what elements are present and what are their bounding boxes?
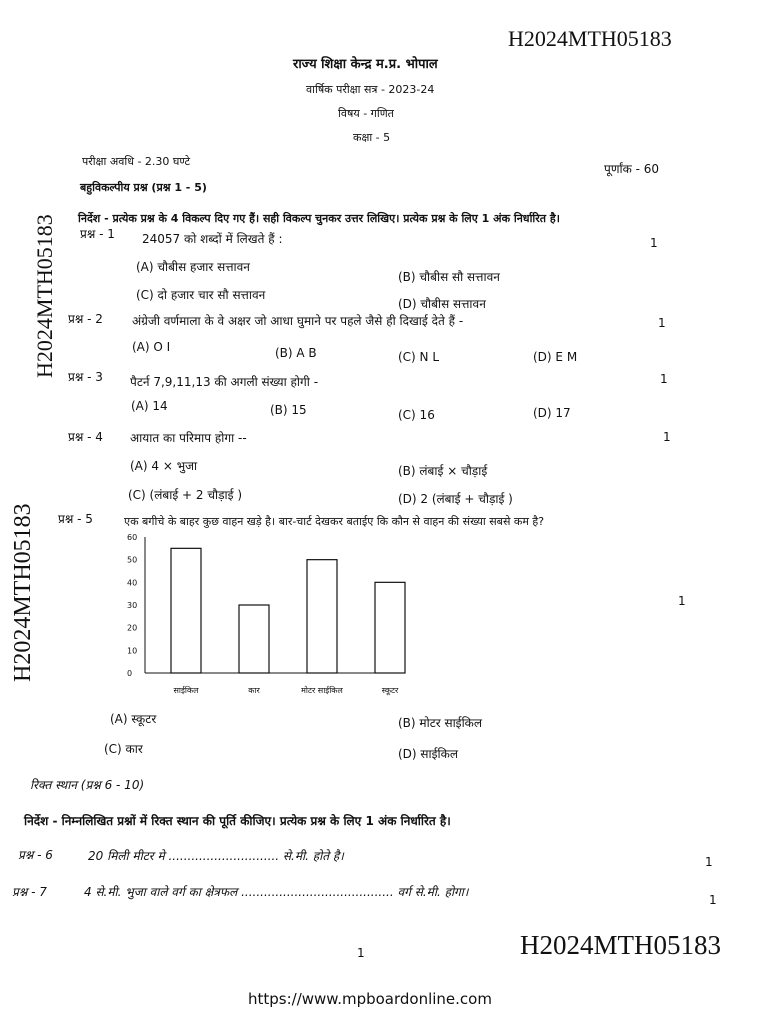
- total-marks: पूर्णांक - 60: [604, 162, 660, 176]
- question-number: प्रश्न - 7: [12, 885, 47, 899]
- question-number: प्रश्न - 5: [58, 512, 93, 526]
- option-d: (D) 2 (लंबाई + चौड़ाई ): [398, 492, 513, 506]
- paper-code-vertical-middle: H2024MTH05183: [10, 503, 36, 682]
- exam-session: वार्षिक परीक्षा सत्र - 2023-24: [306, 83, 435, 96]
- class-label: कक्षा - 5: [353, 131, 391, 144]
- subject: विषय - गणित: [338, 107, 394, 120]
- x-tick-label: कार: [248, 686, 260, 695]
- bar-1: [171, 548, 201, 673]
- question-text: 4 से.मी. भुजा वाले वर्ग का क्षेत्रफल ........................................ वर्ग से.मी. होगा।: [84, 885, 469, 899]
- y-tick-label: 10: [127, 646, 138, 656]
- option-d: (D) 17: [533, 406, 571, 420]
- question-number: प्रश्न - 4: [68, 430, 103, 444]
- question-number: प्रश्न - 6: [18, 848, 53, 862]
- website-url: https://www.mpboardonline.com: [248, 990, 492, 1008]
- option-b: (B) A B: [275, 346, 317, 360]
- option-a: (A) स्कूटर: [110, 712, 157, 726]
- fill-section-title: रिक्त स्थान (प्रश्न 6 - 10): [30, 778, 145, 792]
- option-c: (C) दो हजार चार सौ सत्तावन: [136, 288, 266, 302]
- question-marks: 1: [678, 594, 686, 608]
- y-tick-label: 60: [127, 533, 138, 542]
- y-tick-label: 20: [127, 623, 138, 633]
- question-text: 20 मिली मीटर मे ............................. से.मी. होते है।: [88, 849, 344, 863]
- question-marks: 1: [663, 430, 671, 444]
- option-b: (B) चौबीस सौ सत्तावन: [398, 270, 500, 284]
- fill-instruction: निर्देश - निम्नलिखित प्रश्नों में रिक्त स्थान की पूर्ति कीजिए। प्रत्येक प्रश्न के लिए 1 अंक निर्धारित है।: [24, 814, 451, 828]
- option-b: (B) मोटर साईकिल: [398, 716, 483, 730]
- y-tick-label: 40: [127, 578, 138, 588]
- question-text: एक बगीचे के बाहर कुछ वाहन खड़े है। बार-चार्ट देखकर बताईए कि कौन से वाहन की संख्या सबसे कम है?: [124, 515, 545, 528]
- option-d: (D) E M: [533, 350, 578, 364]
- option-a: (A) 14: [131, 399, 168, 413]
- bar-3: [307, 560, 337, 673]
- question-marks: 1: [660, 372, 668, 386]
- x-tick-label: साईकिल: [173, 686, 199, 695]
- y-tick-label: 0: [127, 669, 133, 678]
- question-text: पैटर्न 7,9,11,13 की अगली संख्या होगी -: [130, 375, 319, 389]
- option-c: (C) N L: [398, 350, 440, 364]
- x-tick-label: मोटर साईकिल: [301, 686, 343, 695]
- option-c: (C) कार: [104, 742, 143, 756]
- question-marks: 1: [650, 236, 658, 250]
- option-c: (C) (लंबाई + 2 चौड़ाई ): [128, 488, 243, 502]
- x-tick-label: स्कूटर: [381, 686, 399, 695]
- question-text: अंग्रेजी वर्णमाला के वे अक्षर जो आधा घुमाने पर पहले जैसे ही दिखाई देते हैं -: [132, 314, 464, 328]
- question-text: आयात का परिमाप होगा --: [130, 431, 247, 445]
- question-number: प्रश्न - 3: [68, 370, 103, 384]
- option-a: (A) 4 × भुजा: [130, 459, 198, 473]
- question-number: प्रश्न - 2: [68, 312, 103, 326]
- y-tick-label: 30: [127, 601, 138, 610]
- option-d: (D) चौबीस सत्तावन: [398, 297, 486, 311]
- vehicle-bar-chart: [105, 525, 425, 710]
- bar-4: [375, 582, 405, 673]
- board-name: राज्य शिक्षा केन्द्र म.प्र. भोपाल: [293, 57, 438, 72]
- question-text: 24057 को शब्दों में लिखते हैं :: [142, 232, 283, 246]
- bar-2: [239, 605, 269, 673]
- y-tick-label: 50: [127, 555, 138, 565]
- mcq-instruction: निर्देश - प्रत्येक प्रश्न के 4 विकल्प दिए गए हैं। सही विकल्प चुनकर उत्तर लिखिए। प्रत्येक प्रश्न के लिए 1 अंक निर्धारित है।: [78, 212, 560, 225]
- paper-code-top: H2024MTH05183: [508, 26, 672, 51]
- option-a: (A) O I: [132, 340, 171, 354]
- question-marks: 1: [709, 893, 717, 907]
- paper-code-bottom: H2024MTH05183: [520, 930, 721, 960]
- question-marks: 1: [705, 855, 713, 869]
- question-marks: 1: [658, 316, 666, 330]
- option-a: (A) चौबीस हजार सत्तावन: [136, 260, 250, 274]
- option-b: (B) लंबाई × चौड़ाई: [398, 464, 488, 478]
- option-c: (C) 16: [398, 408, 435, 422]
- page-number: 1: [357, 946, 365, 960]
- exam-duration: परीक्षा अवधि - 2.30 घण्टे: [82, 155, 191, 168]
- option-b: (B) 15: [270, 403, 307, 417]
- question-number: प्रश्न - 1: [80, 227, 115, 241]
- option-d: (D) साईकिल: [398, 747, 458, 761]
- paper-code-vertical-top: H2024MTH05183: [32, 214, 57, 378]
- mcq-section-title: बहुविकल्पीय प्रश्न (प्रश्न 1 - 5): [80, 181, 207, 194]
